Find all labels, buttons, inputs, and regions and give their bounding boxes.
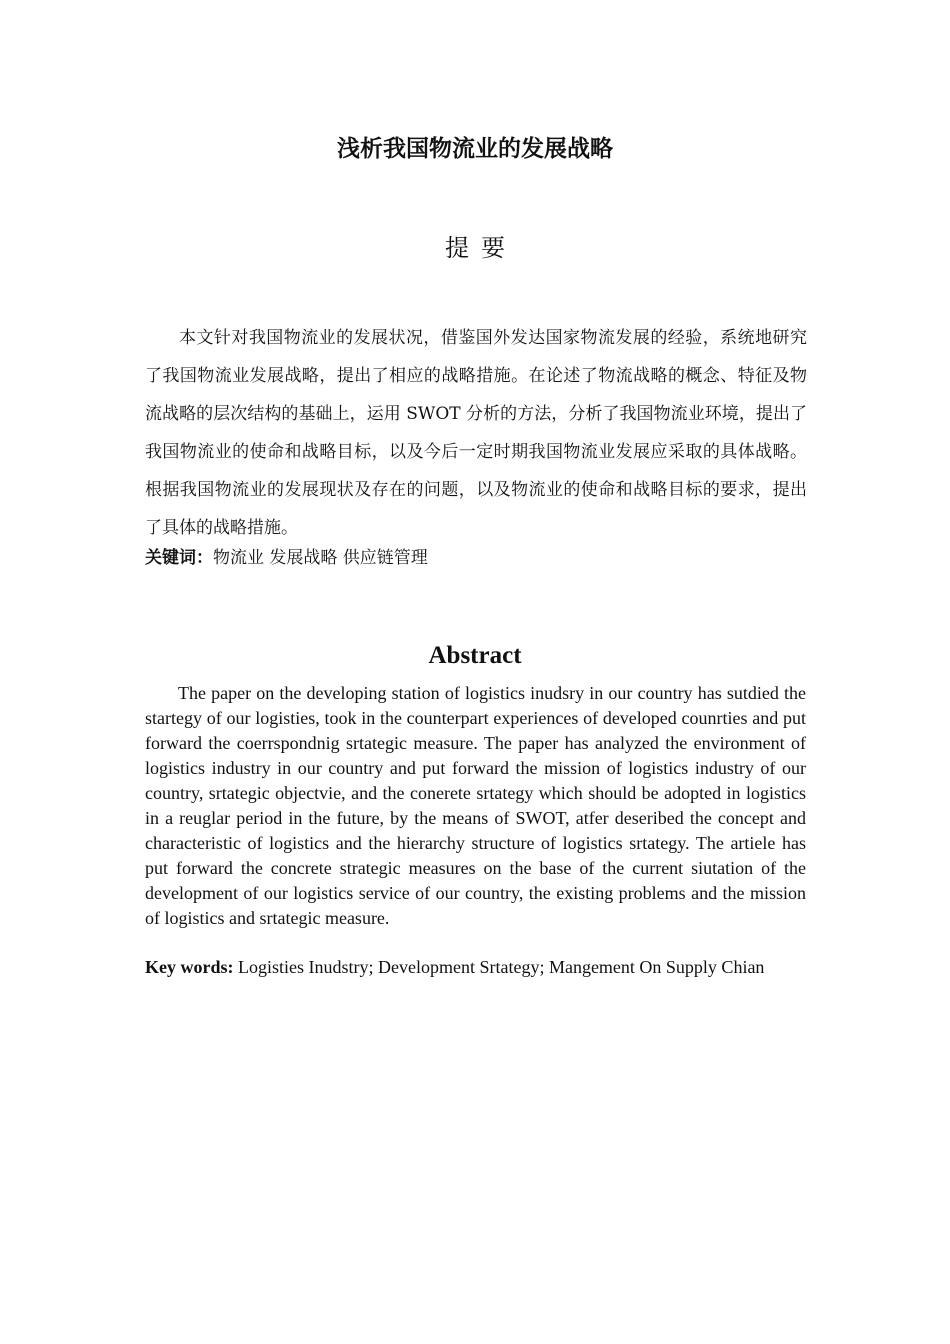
english-abstract-heading: Abstract: [428, 642, 522, 669]
english-keywords-label: Key words:: [145, 957, 234, 977]
english-abstract-body: The paper on the developing station of logistics inudsry in our country has sutdied the startegy of our logisties, took in the counterpart experiences of developed counrties and put forward the coerrspondnig srtategic measure. The paper has analyzed the environment of logistics industry in our country and put forward the mission of logistics industry of our country, srtategic objectvie, and the conerete srtategy which should be adopted in logistics in a reuglar period in the future, by the means of SWOT, atfer deseribed the concept and characteristic of logistics and the hierarchy structure of logistics srtategy. The artiele has put forward the concrete strategic measures on the base of the current siutation of the development of our logistics service of our country, the existing problems and the mission of logistics and srtategic measure.: [145, 683, 806, 928]
chinese-abstract-heading: 提要: [445, 234, 517, 262]
chinese-keywords-label: 关键词：: [145, 548, 213, 568]
english-keywords-text: Logisties Inudstry; Development Srtategy; Mangement On Supply Chian: [233, 957, 765, 977]
chinese-keywords-text: 物流业 发展战略 供应链管理: [213, 548, 428, 568]
chinese-abstract-body: 本文针对我国物流业的发展状况，借鉴国外发达国家物流发展的经验，系统地研究了我国物流业发展战略，提出了相应的战略措施。在论述了物流战略的概念、特征及物流战略的层次结构的基础上，运用 SWOT 分析的方法，分析了我国物流业环境，提出了我国物流业的使命和战略目标，以及今后一定时期我国物流业发展应采取的具体战略。根据我国物流业的发展现状及存在的问题，以及物流业的使命和战略目标的要求，提出了具体的战略措施。: [145, 328, 807, 538]
paper-title: 浅析我国物流业的发展战略: [337, 136, 613, 162]
english-keywords: [145, 955, 845, 980]
chinese-keywords: [145, 545, 807, 571]
